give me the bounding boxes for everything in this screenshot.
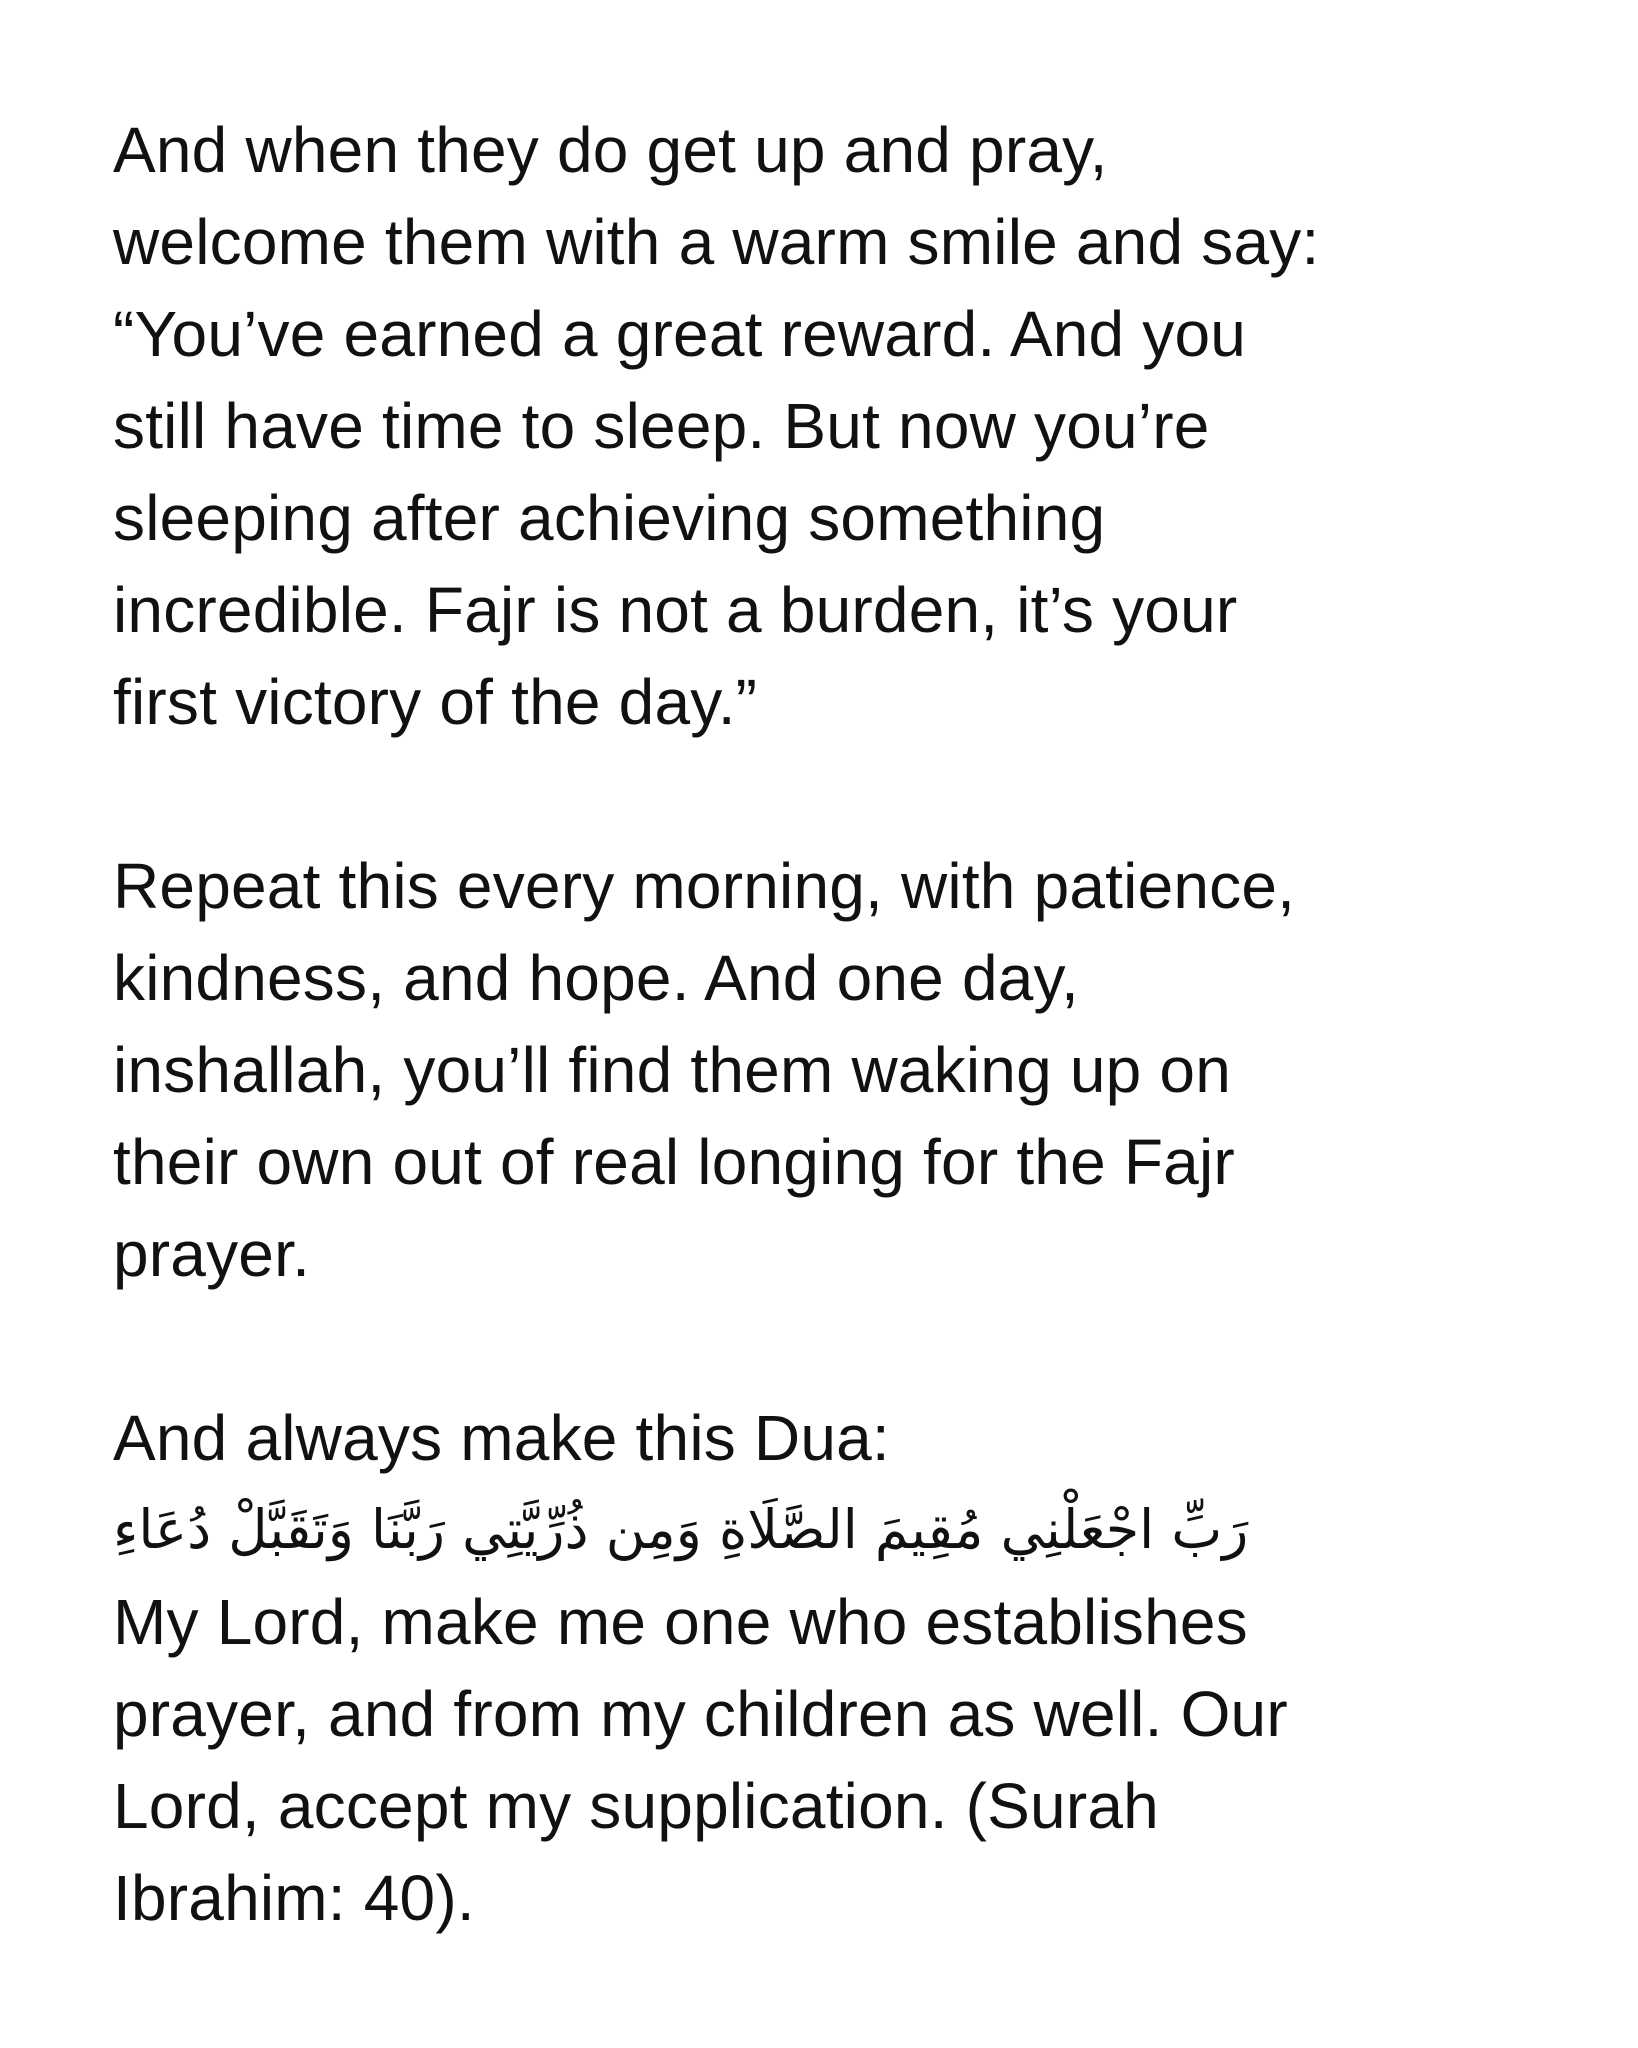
text-line: prayer.: [113, 1218, 311, 1290]
text-line: welcome them with a warm smile and say:: [113, 206, 1320, 278]
dua-translation-line: My Lord, make me one who establishes: [113, 1586, 1248, 1658]
dua-translation-line: prayer, and from my children as well. Our: [113, 1678, 1288, 1750]
paragraph-repeat-advice: [113, 840, 1578, 1300]
paragraph-fajr-reward: [113, 104, 1578, 748]
text-line: their own out of real longing for the Fajr: [113, 1126, 1235, 1198]
dua-translation-line: Ibrahim: 40).: [113, 1862, 475, 1934]
text-line: “You’ve earned a great reward. And you: [113, 298, 1247, 370]
text-line: sleeping after achieving something: [113, 482, 1106, 554]
text-line: Repeat this every morning, with patience,: [113, 850, 1296, 922]
dua-translation-line: Lord, accept my supplication. (Surah: [113, 1770, 1159, 1842]
text-line: inshallah, you’ll find them waking up on: [113, 1034, 1231, 1106]
text-line: still have time to sleep. But now you’re: [113, 390, 1210, 462]
text-line: incredible. Fajr is not a burden, it’s your: [113, 574, 1238, 646]
arabic-dua-text: رَبِّ اجْعَلْنِي مُقِيمَ الصَّلَاةِ وَمِن ذُرِّيَّتِي رَبَّنَا وَتَقَبَّلْ دُعَاءِ: [113, 1498, 1249, 1561]
text-line: And when they do get up and pray,: [113, 114, 1108, 186]
dua-heading: And always make this Dua:: [113, 1402, 890, 1474]
text-line: first victory of the day.”: [113, 666, 758, 738]
paragraph-dua: [113, 1392, 1578, 1944]
text-line: kindness, and hope. And one day,: [113, 942, 1079, 1014]
